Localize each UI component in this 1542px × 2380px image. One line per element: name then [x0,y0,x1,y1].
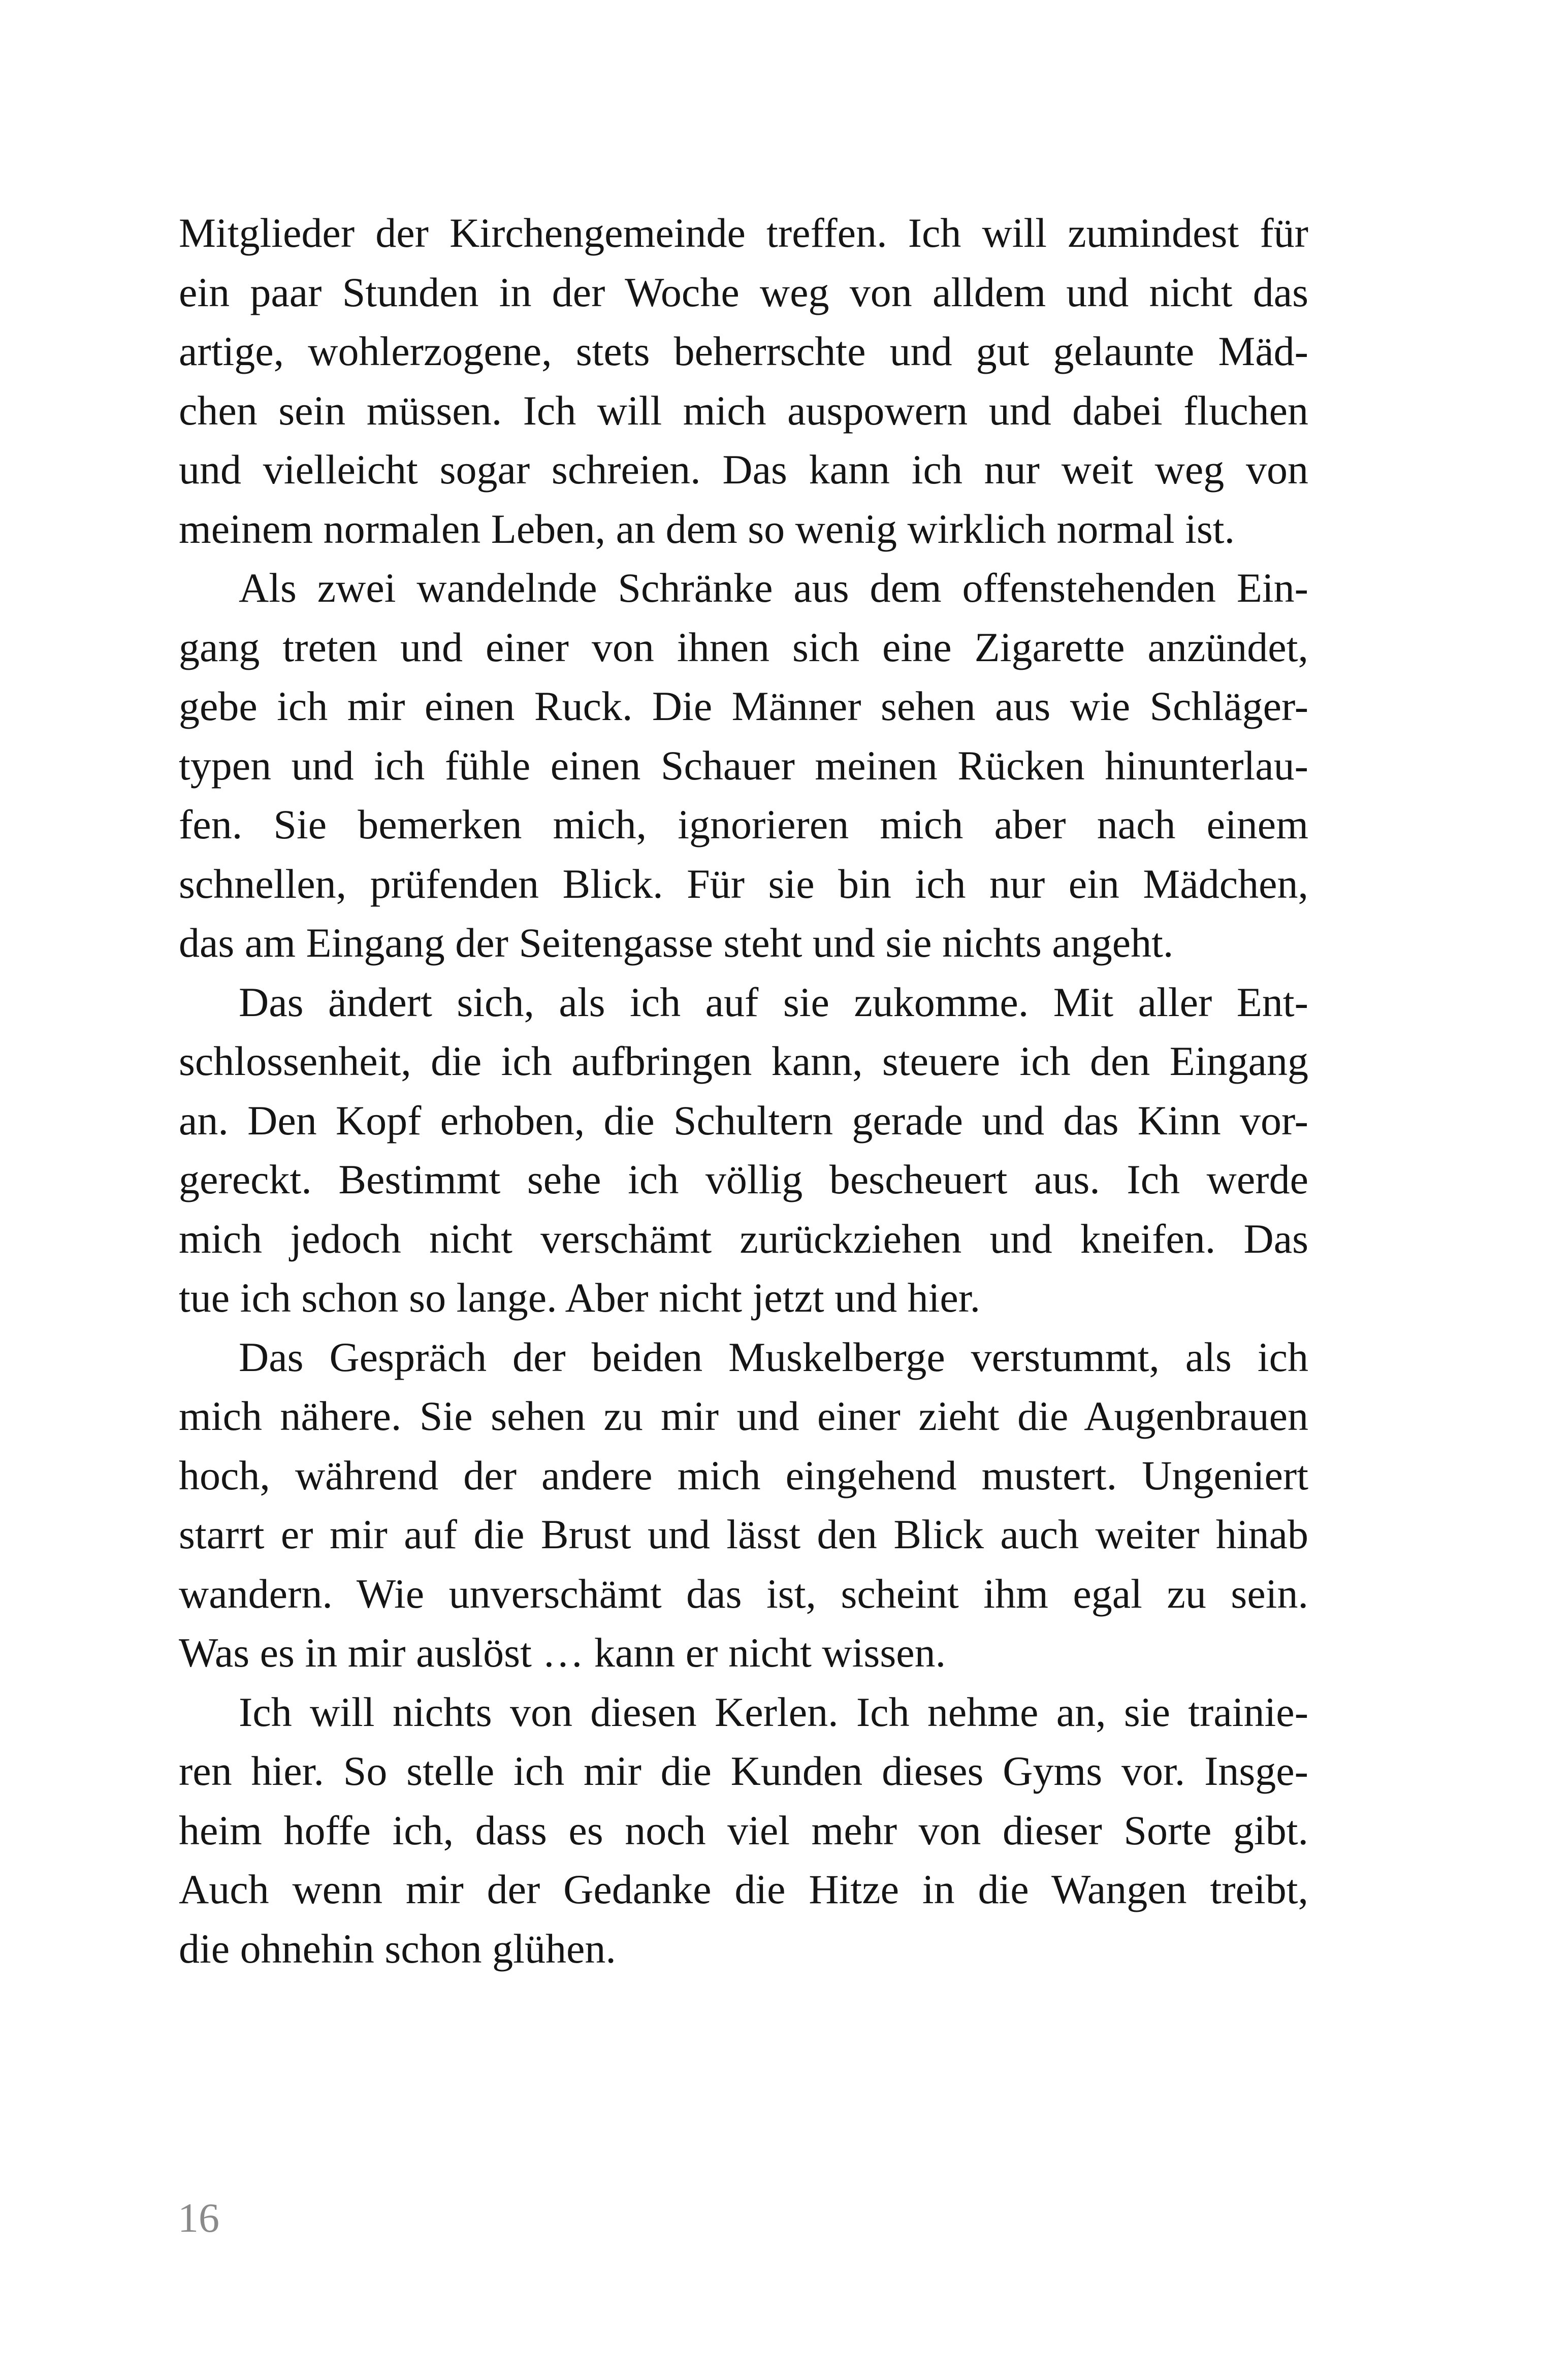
text-line: gereckt. Bestimmt sehe ich völlig bescheuert aus. Ich werde [179,1156,1308,1202]
text-line: Das Gespräch der beiden Muskelberge verstummt, als ich [239,1333,1308,1380]
text-line: schnellen, prüfenden Blick. Für sie bin ich nur ein Mädchen, [179,860,1308,907]
text-line: mich jedoch nicht verschämt zurückziehen und kneifen. Das [179,1215,1308,1262]
text-line: ein paar Stunden in der Woche weg von alldem und nicht das [179,269,1308,315]
text-line: schlossenheit, die ich aufbringen kann, steuere ich den Eingang [179,1038,1308,1084]
text-line: Mitglieder der Kirchengemeinde treffen. Ich will zumindest für [179,210,1308,256]
text-line: Auch wenn mir der Gedanke die Hitze in die Wangen treibt, [179,1866,1308,1912]
text-line: typen und ich fühle einen Schauer meinen Rücken hinunterlau- [179,742,1308,789]
text-line: ren hier. So stelle ich mir die Kunden dieses Gyms vor. Insge- [179,1748,1308,1794]
text-line: an. Den Kopf erhoben, die Schultern gerade und das Kinn vor- [179,1097,1308,1144]
text-line: artige, wohlerzogene, stets beherrschte und gut gelaunte Mäd- [179,328,1308,374]
text-line: Ich will nichts von diesen Kerlen. Ich nehme an, sie trainie- [239,1688,1308,1735]
text-line: Als zwei wandelnde Schränke aus dem offenstehenden Ein- [239,565,1308,611]
text-line: wandern. Wie unverschämt das ist, scheint ihm egal zu sein. [179,1570,1308,1617]
text-line: Das ändert sich, als ich auf sie zukomme. Mit aller Ent- [239,979,1308,1025]
page-number: 16 [178,2195,219,2241]
text-line: das am Eingang der Seitengasse steht und sie nichts angeht. [179,920,1174,966]
text-line: hoch, während der andere mich eingehend mustert. Ungeniert [179,1452,1308,1498]
text-line: heim hoffe ich, dass es noch viel mehr von dieser Sorte gibt. [179,1807,1308,1853]
body-text [179,204,1308,1978]
text-line: starrt er mir auf die Brust und lässt den Blick auch weiter hinab [179,1511,1308,1557]
text-line: gebe ich mir einen Ruck. Die Männer sehen aus wie Schläger- [179,683,1308,729]
text-line: Was es in mir auslöst … kann er nicht wissen. [179,1629,946,1676]
text-line: tue ich schon so lange. Aber nicht jetzt und hier. [179,1275,981,1321]
text-line: die ohnehin schon glühen. [179,1925,616,1972]
text-line: und vielleicht sogar schreien. Das kann ich nur weit weg von [179,446,1308,493]
text-line: chen sein müssen. Ich will mich auspowern und dabei fluchen [179,387,1308,434]
text-line: gang treten und einer von ihnen sich eine Zigarette anzündet, [179,624,1308,670]
text-line: fen. Sie bemerken mich, ignorieren mich aber nach einem [179,801,1308,847]
text-line: mich nähere. Sie sehen zu mir und einer zieht die Augenbrauen [179,1393,1308,1439]
text-line: meinem normalen Leben, an dem so wenig wirklich normal ist. [179,505,1235,552]
